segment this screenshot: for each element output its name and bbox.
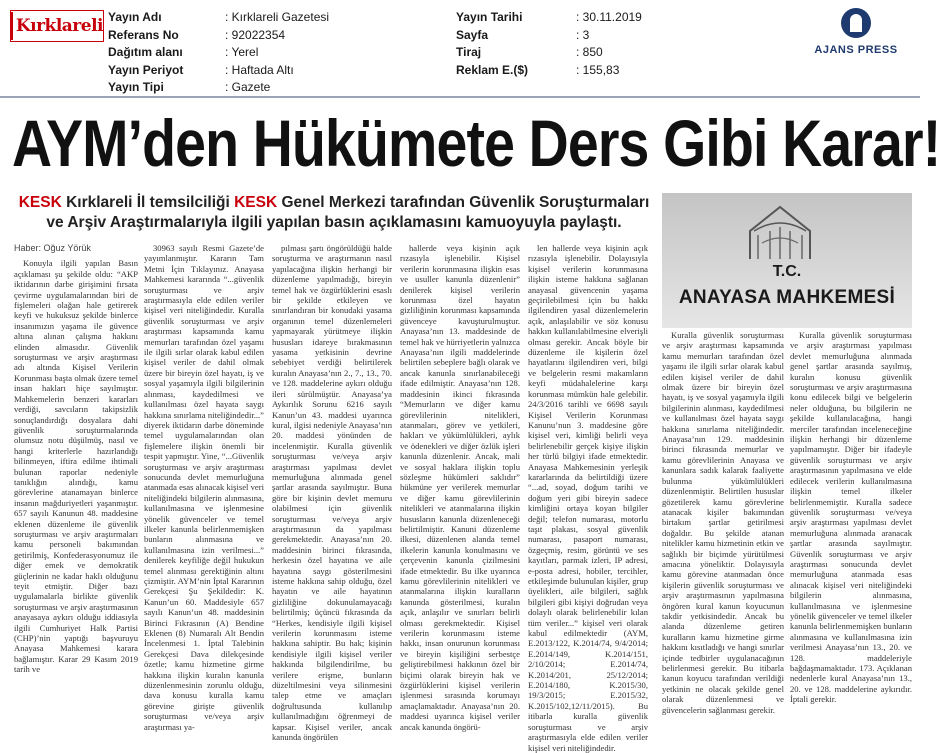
meta-label: Reklam E.($) (456, 62, 529, 77)
article-paragraph: hallerde veya kişinin açık rızasıyla işlenebilir. Kişisel verilerin korunmasına ilişkin esas ve usuller kanunla düzenlenir” denilerek kişisel verilerin korunması özel hayatın gizliliğinin korunması kapsamında güvenceye kavuşturulmuştur. Anayasa’nın 13. maddesinde de temel hak ve hürriyetlerin yalnızca Anayasa’nın ilgili maddelerinde belirtilen sebeplere bağlı olarak ve ancak kanunla sınırlanabileceği ifade edilmiştir. Anayasa’nın 128. maddesinin ikinci fıkrasında “Memurların ve diğer kamu görevlilerinin nitelikleri, atanmaları, görev ve yetkileri, hakları ve yükümlülükleri, aylık ve ödenekleri ve diğer özlük işleri kanunla düzenlenir. Ancak, mali ve sosyal haklara ilişkin toplu sözleşme hükümleri saklıdır” hükmüne yer verilerek memurlar ve diğer kamu görevlilerinin nitelikleri ve atanmalarına ilişkin hususların kanunla düzenleneceği belirtilmiştir. Kanuni düzenleme ilkesi, düzenlenen alanda temel ilkelerin kanunla konulmasını ve çerçevenin kanunla çizilmesini ifade etmektedir. Bu ilke uyarınca kamu görevlilerinin nitelikleri ve atanmalarına ilişkin kuralların kanunda gösterilmesi, kuralın açık, anlaşılır ve sınırları belirli olması gerekmektedir. Kişisel verilerin korunmasını isteme hakkı, insan onurunun korunması ve bireyin kişiliğini serbestçe geliştirebilmesi hakkının özel bir biçimi olarak bireyin hak ve özgürlüklerini kişisel verilerin işlenmesi sırasında korumayı amaçlamaktadır. Anayasa’nın 20. maddesi uyarınca kişisel veriler ancak kanunda öngörü- (400, 243, 520, 732)
article-byline: Haber: Oğuz Yörük (14, 243, 91, 253)
article-paragraph: len hallerde veya kişinin açık rızasıyla işlenebilir. Dolayısıyla kişisel verilerin korunmasına ilişkin isteme hakkına sağlanan anayasal güvencenin yaşama geçirilebilmesi için bu hakkı ilgilendiren yasal düzenlemelerin açık, anlaşılabilir ve söz konusu hakkın kullanılabilmesine elverişli olması gerekir. Ancak böyle bir düzenleme ile kişilerin özel hayatlarını ilgilendiren veri, bilgi ve belgelerin resmi makamların keyfi müdahalelerine karşı korunması mümkün hale gelebilir. 24/3/2016 tarihli ve 6698 sayılı Kişisel Verilerin Korunması Kanunu’nun 3. maddesine göre kişisel veri, kimliği belirli veya belirlenebilir gerçek kişiye ilişkin her türlü bilgiyi ifade etmektedir. Anayasa Mahkemesinin yerleşik kararlarında da belirtildiği üzere “...ad, soyad, doğum tarihi ve doğum yeri gibi bireyin sadece kimliğini ortaya koyan bilgiler değil; telefon numarası, motorlu taşıt plakası, sosyal güvenlik numarası, pasaport numarası, özgeçmiş, resim, görüntü ve ses kayıtları, parmak izleri, IP adresi, e-posta adresi, hobiler, tercihler, etkileşimde bulunulan kişiler, grup üyelikleri, aile bilgileri, sağlık bilgileri gibi kişiyi doğrudan veya dolaylı olarak belirlenebilir kılan tüm veriler...” kişisel veri olarak kabul edilmektedir (AYM, E.2013/122, K.2014/74, 9/4/2014; E.2014/149, K.2014/151, 2/10/2014; E.2014/74, K.2014/201, 25/12/2014; E.2014/180, K.2015/30, 19/3/2015; E.2015/32, K.2015/102,12/11/2015). Bu itibarla kuralla güvenlik soruşturması ve arşiv araştırmasıyla elde edilen veriler kişisel veri niteliğindedir. (528, 243, 648, 753)
article-subheadline (14, 193, 654, 233)
article-column-5 (528, 243, 648, 753)
article-headline: AYM’den Hükümete Ders Gibi Karar! (12, 106, 940, 180)
meta-label: Tiraj (456, 45, 482, 59)
kesk-highlight: KESK (18, 194, 62, 211)
meta-value: : 30.11.2019 (576, 10, 642, 24)
meta-value: : Kırklareli Gazetesi (225, 10, 330, 24)
kesk-highlight: KESK (234, 194, 278, 211)
meta-label: Sayfa (456, 27, 489, 42)
meta-row (108, 79, 329, 97)
meta-value: : 3 (576, 27, 590, 42)
article-paragraph: pılması şartı öngörüldüğü halde soruşturma ve araştırmanın nasıl yapılacağına ilişkin herhangi bir düzenleme yapılmadığı, bireyin temel hak ve özgürlüklerini esaslı bir şekilde etkileyen ve sınırlandıran bir konudaki yasama organının temel düzenlemeleri yapmayarak yürütmeye ilişkin hususları idareye bırakmasının yasama yetkisinin devrine sebebiyet verdiği belirtilerek kuralın Anayasa’nın 2., 7., 13., 70. ve 128. maddelerine aykırı olduğu ileri sürülmüştür. Anayasa’ya Aykırılık Sorunu 6216 sayılı Kanun’un 43. maddesi uyarınca kural, ilgisi nedeniyle Anayasa’nın 20. maddesi yönünden de incelenmiştir. Kuralla güvenlik soruşturması ve/veya arşiv araştırması yapılması devlet memurluğuna alınmada genel şartlar arasında sayılmıştır. Buna göre bir kişinin devlet memuru olabilmesi için güvenlik soruşturması ve/veya arşiv araştırmasının da yapılması gerekmektedir. Anayasa’nın 20. maddesinin birinci fıkrasında, herkesin özel hayatına ve aile hayatına saygı gösterilmesini isteme hakkına sahip olduğu, özel hayatın ve aile hayatının gizliliğine dokunulamayacağı belirtilmiş; üçüncü fıkrasında da “Herkes, kendisiyle ilgili kişisel verilerin korunmasını isteme hakkına sahiptir. Bu hak; kişinin kendisiyle ilgili kişisel veriler hakkında bilgilendirilme, bu verilere erişme, bunların düzeltilmesini veya silinmesini talep etme ve amaçları doğrultusunda kullanılıp kullanılmadığını öğrenmeyi de kapsar. Kişisel veriler, ancak kanunda öngörülen (272, 243, 392, 743)
meta-label: Dağıtım alanı (108, 45, 183, 59)
article-paragraph: 30963 sayılı Resmi Gazete’de yayımlanmıştır. Kararın Tam Metni İçin Tıklayınız. Anayasa Mahkemesi kararında “...güvenlik soruşturması ve arşiv araştırmasıyla elde edilen veriler kişisel veri niteliğindedir. Kuralla güvenlik soruşturması ve arşiv araştırması kapsamında kamu memurları tarafından özel yaşamı ile ilgili sırlar olarak kabul edilen kişisel veriler de dahil olmak üzere bir bireyin özel hayatı, iş ve sosyal yaşamıyla ilgili bilgilerinin alınması, kaydedilmesi ve kullanılması özel hayata saygı hakkına sınırlama niteliğindedir...” diyerek iktidarın darbe döneminde temel uygulamalarından olan fişlemelere ilişkin önemli bir tespit yapmıştır. Yine, “...Güvenlik soruşturması ve arşiv araştırması sonucunda devlet memurluğuna atanmada esas alınacak kişisel veri niteliğindeki bilgilerin alınmasına, kullanılmasına ve işlenmesine yönelik güvenceler ve temel ilkeler kanunla belirlenmemişken bunların alınmasına ve kullanılmasına izin verilmesi...” denilerek keyfiliğe değil hukukun temel alınması gerektiğinin altını çizmiştir. AYM’nin İptal Kararının Gerekçesi Şu Şekildedir: K. Kanun’un 60. Maddesiyle 657 sayılı Kanun’un 48. maddesinin Birinci Fıkrasının (A) Bendine Eklenen (8) Numaralı Alt Bendin İncelenmesi 1. İptal Talebinin Gerekçesi Dava dilekçesinde özetle; kamu hizmetine girme hakkına ilişkin kuralın kanunla düzenlenmesinin zorunlu olduğu, dava konusu kuralla kamu görevine girişte güvenlik soruşturması ve/veya arşiv araştırması ya- (144, 243, 264, 732)
newspaper-logo (10, 10, 104, 42)
subheadline-text: Kırklareli İl temsilciliği (61, 194, 235, 211)
photo-sign-line1: T.C. (772, 263, 802, 280)
meta-label: Referans No (108, 27, 179, 42)
meta-value: : 850 (576, 45, 603, 59)
meta-row (456, 62, 642, 80)
meta-row (108, 27, 329, 45)
meta-value: : 92022354 (225, 27, 286, 42)
meta-label: Yayın Tarihi (456, 10, 523, 24)
meta-row (456, 9, 642, 27)
article-column-3 (272, 243, 392, 743)
meta-row (456, 27, 642, 45)
article-paragraph: Kuralla güvenlik soruşturması ve arşiv araştırması yapılması devlet memurluğuna alınmada genel şartlar arasında sayılmış, kuralın konusu güvenlik soruşturması ve arşiv araştırmasına konu edilecek bilgi ve belgelerin neler olduğuna, bu bilgilerin ne şekilde kullanılacağına, hangi merciler tarafından inceleneceğine ilişkin herhangi bir düzenleme yapılmamıştır. Diğer bir ifadeyle güvenlik soruşturması ve arşiv araştırmasının yapılmasına ve elde edilecek verilerin kullanılmasına ilişkin temel ilkeler belirlenmemiştir. Kuralla sadece güvenlik soruşturması ve/veya arşiv araştırması yapılması devlet memurluğuna alınmada aranacak şartlar arasında sayılmıştır. Güvenlik soruşturması ve arşiv araştırması sonucunda devlet memurluğuna atanmada esas alınacak kişisel veri niteliğindeki bilgilerin alınmasına, kullanılmasına ve işlenmesine yönelik güvenceler ve temel ilkeler kanunla belirlenmemişken bunların alınmasına ve kullanılmasına izin verilmesi Anayasa’nın 13., 20. ve 128. maddeleriyle bağdaşmamaktadır. 173. Açıklanan nedenlerle kural Anayasa’nın 13., 20. ve 128. maddelerine aykırıdır. İptali gerekir. (790, 330, 912, 705)
article-column-1 (14, 243, 138, 673)
publication-meta-left (108, 9, 329, 97)
meta-label: Yayın Tipi (108, 80, 164, 94)
logo-mark-icon (11, 12, 13, 40)
meta-row (108, 62, 329, 80)
subheadline-text: Genel Merkezi tarafından Güvenlik Soruşturmaları ve Arşiv Araştırmalarıyla ilgili yapılan basın açıklamasını kamuoyuyla paylaştı. (46, 194, 650, 231)
article-photo (662, 193, 912, 328)
meta-value: : Gazete (225, 80, 271, 94)
article-paragraph: Kuralla güvenlik soruşturması ve arşiv araştırması kapsamında kamu memurları tarafından özel yaşamı ile ilgili sırlar olarak kabul edilen kişisel veriler de dahil olmak üzere bir bireyin özel hayatı, iş ve sosyal yaşamıyla ilgili bilgilerinin alınması, kaydedilmesi ve kullanılması özel hayata saygı hakkına sınırlama niteliğindedir. Anayasa’nın 129. maddesinin birinci fıkrasında memurlar ve kamu görevlilerinin Anayasa ve kanunlara sadık kalarak faaliyette bulunma yükümlülükleri düzenlenmiştir. Belirtilen hususlar gözetilerek kamu görevlerine atanacak kişiler bakımından birtakım şartlar getirilmesi doğaldır. Bu şekilde atanan nitelikler kamu hizmetinin etkin ve sağlıklı bir biçimde yürütülmesi amacına yöneliktir. Dolayısıyla kamu görevine atanmadan önce kişilerin güvenlik soruşturması ve arşiv araştırmasının yapılmasına öngören kural kanun koyucunun takdir yetkisindedir. Ancak bu alanda düzenleme getiren kuralların kamu hizmetine girme hakkını kısıtladığı ve hangi sınırlar içinde tedbirler uygulanacağının belirlenmesi gerekir. Bu itibarla kanun koyucu tarafından verildiği yetkinin ne olacak şekilde genel olarak düzenlenmesi ve güvencelerin sağlanması gerekir. (662, 330, 784, 715)
agency-logo (806, 8, 906, 68)
logo-text: Kırklareli (15, 16, 103, 36)
court-emblem-icon (740, 201, 820, 263)
article-column-4 (400, 243, 520, 732)
article-column-6 (662, 330, 784, 715)
article-paragraph: Konuyla ilgili yapılan Basın açıklaması şu şekilde oldu: “AKP iktidarının darbe girişimini fırsata çevirme uygulamalarından biri de fişlemeleri olağan hale getirerek keyfi ve hukuksuz şekilde binlerce insanımızın yaşama ile güvence altına alınan çalışma hakkını elinden almasıdır. Güvenlik soruşturması ve arşiv araştırması adı altında Kişisel Verilerin Korunması başta olmak üzere temel insan hakları hiçe sayılmıştır. Mahkemelerin benzeri kararları verdiği, savcıların takipsizlik sonuçlandırdığı dosyalara dahi güvenlik soruşturmalarında olumsuz notu düşülmüş, nasıl ve hangi kriterlerle hazırlandığı bilinmeyen, iftira edilme ihtimali bulunan raporlar nedeniyle tanıklığın alındığı, kamu görevlerine atanamayan binlerce insanın mağduriyetleri yaşanmıştır. 657 sayılı Kanunun 48. maddesine eklenen düzenleme ile güvenlik soruşturması ve arşiv araştırmaları kamu personeli bakımından getirilmiş, Konfederasyonumuz ile diğer emek ve demokratik güçlerinin ne kadar haklı olduğunu teyit etmiştir. Diğer bazı uygulamalarla birlikte güvenlik soruşturması ve arşiv araştırmasının anayasaya aykırı olduğu iddiasıyla ilgili Cumhuriyet Halk Partisi (CHP)’nin yaptığı başvuruyu Anayasa Mahkemesi karara bağlamıştır. Karar 29 Kasım 2019 tarih ve (14, 258, 138, 675)
meta-row (456, 44, 642, 62)
article-column-7 (790, 330, 912, 705)
meta-value: : Haftada Altı (225, 62, 294, 77)
article-column-2 (144, 243, 264, 732)
meta-value: : 155,83 (576, 62, 620, 77)
meta-row (108, 9, 329, 27)
agency-emblem-icon (841, 8, 871, 38)
publication-meta-right (456, 9, 642, 79)
agency-name: AJANS PRESS (814, 44, 898, 56)
clipping-header (0, 0, 920, 95)
header-divider (0, 96, 920, 98)
meta-value: : Yerel (225, 45, 259, 59)
meta-label: Yayın Periyot (108, 62, 184, 77)
photo-sign-line2: ANAYASA MAHKEMESİ (678, 287, 896, 308)
meta-row (108, 44, 329, 62)
meta-label: Yayın Adı (108, 10, 162, 24)
